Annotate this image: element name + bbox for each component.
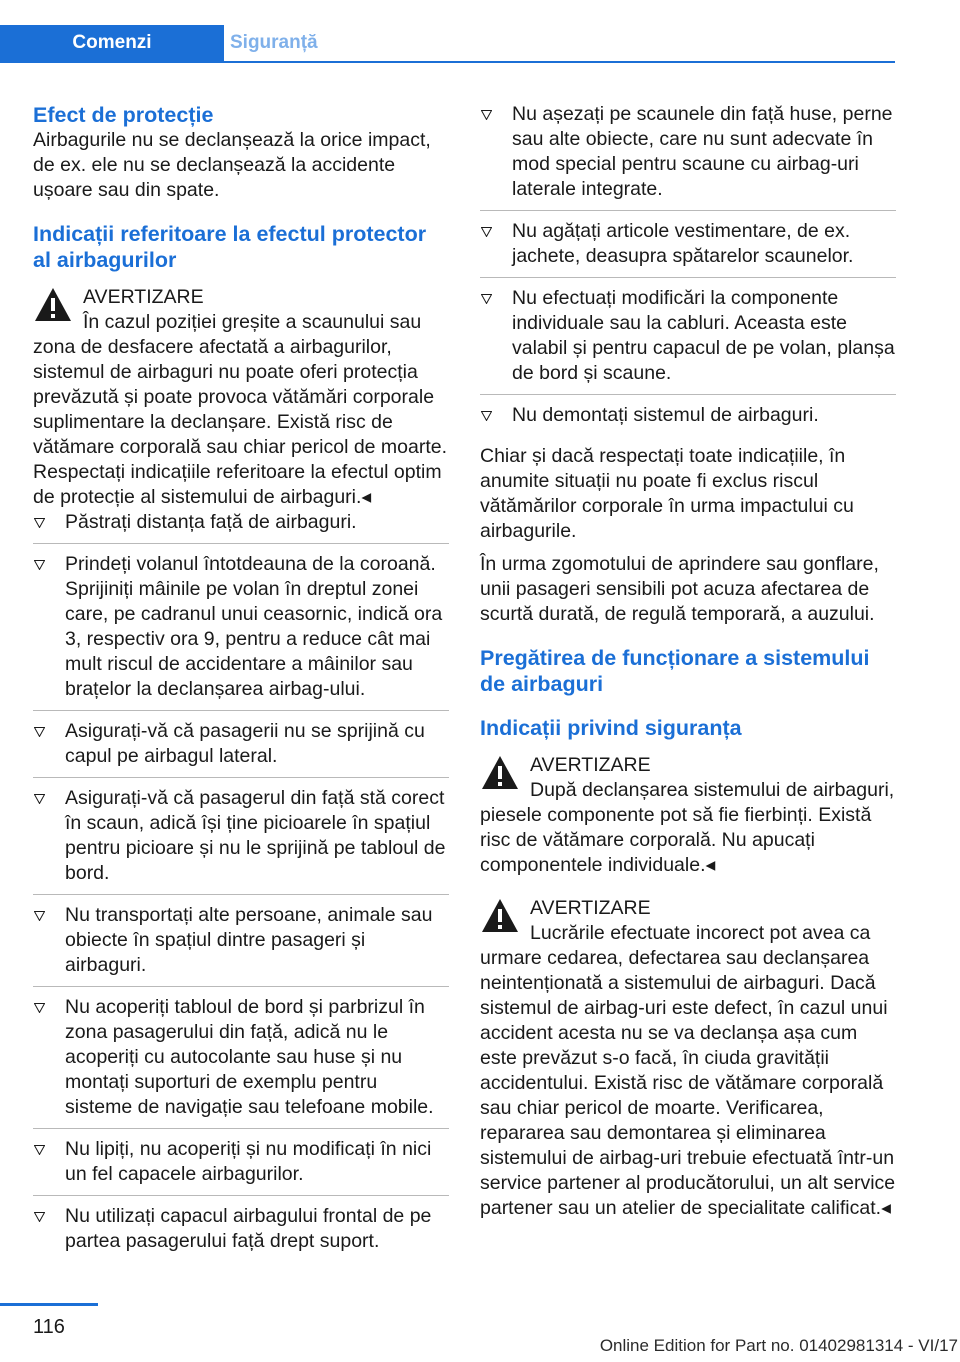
bullet-list (480, 102, 896, 436)
footer-accent-line (0, 1303, 98, 1306)
warning-box (33, 285, 449, 510)
triangle-right-icon (34, 560, 45, 570)
warning-title: AVERTIZARE (530, 897, 651, 919)
list-item: Nu lipiți, nu acoperiți și nu modificați în nici un fel capacele airbagurilor. (33, 1137, 449, 1196)
warning-triangle-icon (33, 285, 73, 325)
paragraph: În urma zgomotului de aprindere sau gonflare, unii pasageri sensibili pot acuza afectarea de scurtă durată, de regulă temporară, a auzului. (480, 553, 879, 625)
list-item: Nu efectuați modificări la componente individuale sau la cabluri. Aceasta este valabil și pentru capacul de pe volan, planșa de bord și scaune. (480, 286, 896, 395)
right-column (480, 102, 896, 1221)
triangle-right-icon (34, 1212, 45, 1222)
warning-triangle-icon (480, 896, 520, 936)
triangle-right-icon (481, 110, 492, 120)
paragraph: Chiar și dacă respectați toate indicațiile, în anumite situații nu poate fi exclus riscul vătămărilor corporale în urma impactului cu airbagurile. (480, 445, 854, 542)
triangle-right-icon (34, 1145, 45, 1155)
list-item: Păstrați distanța față de airbaguri. (33, 510, 449, 544)
section-heading-indicatii-efect: Indicații referitoare la efectul protector al airbagurilor (33, 222, 427, 272)
paragraph: Airbagurile nu se declanșează la orice impact, de ex. ele nu se declanșează la accidente ușoare sau din spate. (33, 129, 431, 201)
section-heading-efect-protectie: Efect de protecție (33, 103, 214, 127)
list-item: Nu acoperiți tabloul de bord și parbrizul în zona pasagerului din față, adică nu le acoperiți cu autocolante sau huse și nu montați suporturi de exemplu pentru sisteme de navigație sau telefoane mobile. (33, 995, 449, 1129)
warning-text: După declanșarea sistemului de airbaguri, piesele componente pot să fie fierbinți. Există risc de vătămare corporală. Nu apucați componentele individuale.◂ (480, 779, 895, 876)
edition-note: Online Edition for Part no. 01402981314 - VI/17 (599, 1336, 958, 1355)
list-item: Nu agățați articole vestimentare, de ex. jachete, deasupra spătarelor scaunelor. (480, 219, 896, 278)
list-item: Prindeți volanul întotdeauna de la coroană. Sprijiniți mâinile pe volan în dreptul zonei care, pe cadranul unui ceasornic, indică ora 3, respectiv ora 9, pentru a reduce cât mai mult riscul de accidentare a mâinilor sau brațelor la declanșarea airbag-ului. (33, 552, 449, 711)
list-item: Nu transportați alte persoane, animale sau obiecte în spațiul dintre pasageri și airbaguri. (33, 903, 449, 987)
warning-text: În cazul poziției greșite a scaunului sau zona de desfacere afectată a airbagurilor, sistemul de airbaguri nu poate oferi protecția prevăzută și poate provoca vătămări corporale suplimentare la declanșare. Există risc de vătămare corporală sau chiar pericol de moarte. Respectați indicațiile referitoare la efectul optim de protecție al sistemului de airbaguri.◂ (33, 311, 448, 508)
warning-box (480, 896, 896, 1221)
section-heading-indicatii-siguranta: Indicații privind siguranța (480, 716, 742, 740)
tab-siguranta[interactable]: Siguranță (230, 32, 318, 53)
section-heading-pregatire: Pregătirea de funcționare a sistemului de airbaguri (480, 646, 870, 696)
triangle-right-icon (34, 518, 45, 528)
left-column (33, 102, 449, 1270)
header-tabbar (0, 25, 895, 63)
page-number: 116 (33, 1316, 65, 1338)
list-item: Nu demontați sistemul de airbaguri. (480, 403, 896, 436)
triangle-right-icon (34, 1003, 45, 1013)
warning-text: Lucrările efectuate incorect pot avea ca urmare cedarea, defectarea sau declanșarea neintenționată a sistemului de airbaguri. Dacă sistemul de airbag-uri este defect, în cazul unui accident acesta nu se va declanșa așa cum este prevăzut s-o facă, în ciuda gravității accidentului. Există risc de vătămare corporală sau chiar pericol de moarte. Verificarea, repararea sau demontarea și eliminarea sistemului de airbag-uri trebuie efectuată într-un service partener al producătorului, un alt service partener sau un atelier de specialitate calificat.◂ (480, 922, 896, 1219)
tab-comenzi[interactable]: Comenzi (0, 25, 224, 61)
list-item: Nu utilizați capacul airbagului frontal de pe partea pasagerului față drept suport. (33, 1204, 449, 1262)
triangle-right-icon (34, 727, 45, 737)
list-item: Asigurați-vă că pasagerii nu se sprijină cu capul pe airbagul lateral. (33, 719, 449, 778)
triangle-right-icon (481, 227, 492, 237)
list-item: Asigurați-vă că pasagerul din față stă corect în scaun, adică își ține picioarele în spațiul pentru picioare și nu le sprijină pe tabloul de bord. (33, 786, 449, 895)
warning-title: AVERTIZARE (83, 286, 204, 308)
warning-title: AVERTIZARE (530, 754, 651, 776)
triangle-right-icon (34, 794, 45, 804)
warning-box (480, 753, 896, 878)
bullet-list (33, 510, 449, 1262)
warning-triangle-icon (480, 753, 520, 793)
triangle-right-icon (481, 411, 492, 421)
triangle-right-icon (34, 911, 45, 921)
list-item: Nu așezați pe scaunele din față huse, perne sau alte obiecte, care nu sunt adecvate în mod special pentru scaune cu airbag-uri laterale integrate. (480, 102, 896, 211)
triangle-right-icon (481, 294, 492, 304)
